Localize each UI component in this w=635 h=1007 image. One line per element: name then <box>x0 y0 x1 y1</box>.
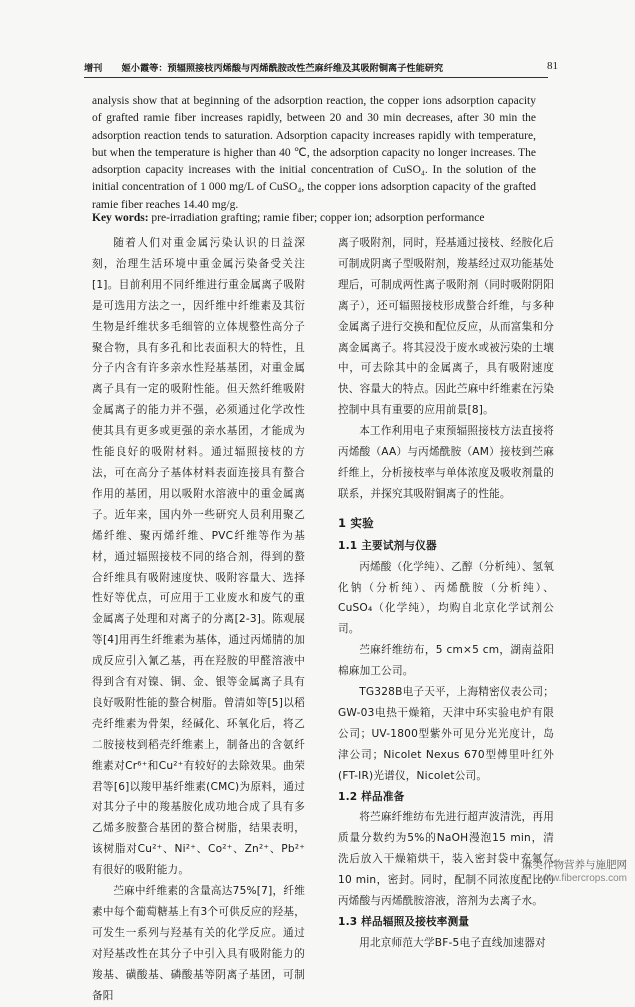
reagents-paragraph: 丙烯酸（化学纯）、乙醇（分析纯）、氢氧化钠（分析纯）、丙烯酰胺（分析纯）、CuSO₄（化学纯），均购自北京化学试剂公司。 <box>338 560 554 636</box>
keywords-label: Key words: <box>92 212 149 224</box>
subsection-1-2-title: 1.2 样品准备 <box>338 790 405 803</box>
running-title: 姬小霞等：预辐照接枝丙烯酸与丙烯酰胺改性苎麻纤维及其吸附铜离子性能研究 <box>121 63 444 74</box>
keywords-line <box>92 212 552 224</box>
issue-label: 增刊 <box>84 63 103 74</box>
subsection-1-1-title: 1.1 主要试剂与仪器 <box>338 539 437 552</box>
intro-paragraph-2: 苎麻中纤维素的含量高达75%[7]，纤维素中每个葡萄糖基上有3个可供反应的羟基，可发生一系列与羟基有关的化学反应。通过对羟基改性在其分子中引入具有吸附能力的羧基、磺酸基、磷酸基等阴离子基团，可制备阳 <box>92 885 305 1002</box>
page-number: 81 <box>547 60 558 72</box>
running-header <box>84 60 558 74</box>
subsection-1-3-title: 1.3 样品辐照及接枝率测量 <box>338 916 470 928</box>
intro-aim-paragraph: 本工作利用电子束预辐照接枝方法直接将丙烯酸（AA）与丙烯酰胺（AM）接枝到苎麻纤维上，分析接枝率与单体浓度及吸收剂量的联系，并探究其吸附铜离子的性能。 <box>338 425 554 500</box>
watermark-site-name: 麻类作物营养与施肥网 <box>522 859 627 871</box>
left-column <box>92 233 305 1007</box>
intro-paragraph-1: 随着人们对重金属污染认识的日益深刻，治理生活环境中重金属污染备受关注[1]。目前利用不同纤维进行重金属离子吸附是可选用方法之一，因纤维中纤维素及其衍生物是纤维状多毛细管的立体规整性高分子聚合物，具有多孔和比表面积大的特性，且分子内含有许多亲水性羟基基团，对重金属离子具有一定的吸附性能。但天然纤维吸附金属离子的能力并不强，必须通过化学改性使其具有更多或更强的亲水基团，才能成为性能良好的吸附材料。通过辐照接枝的方法，可在高分子基体材料表面连接具有螯合作用的基团，用以吸附水溶液中的重金属离子。近年来，国内外一些研究人员利用聚乙烯纤维、聚丙烯纤维、PVC纤维等作为基材，通过辐照接枝不同的络合剂，得到的螯合纤维具有吸附速度快、吸附容量大、选择性好等优点，可应用于工业废水和废气的重金属离子处理和对离子的分离[2-3]。陈观展等[4]用再生纤维素为基体，通过丙烯腈的加成反应引入氰乙基，再在羟胺的甲醛溶液中得到含有对镍、铜、金、银等金属离子具有良好吸附性能的螯合树脂。曾清如等[5]以稻壳纤维素为骨架，经碱化、环氧化后，将乙二胺接枝到稻壳纤维素上，制备出的含氨纤维素对Cr⁶⁺和Cu²⁺有较好的去除效果。曲荣君等[6]以羧甲基纤维素(CMC)为原料，通过对其分子中的羧基胺化成功地合成了具有多乙烯多胺螯合基团的螯合树脂，结果表明，该树脂对Cu²⁺、Ni²⁺、Co²⁺、Zn²⁺、Pb²⁺有很好的吸附能力。 <box>92 237 305 877</box>
english-abstract: analysis show that at beginning of the adsorption reaction, the copper ions adsorption capacity of grafted ramie fiber increases rapidly, between 20 and 30 min decreases, after 30 min the adsorption reaction tends to saturation. Adsorption capacity increases rapidly with temperature, but when the temperature is higher than 40 ℃, the adsorption capacity no longer increases. The adsorption capacity increases with the initial concentration of CuSO₄. In the solution of the initial concentration of 1 000 mg/L of CuSO₄, the copper ions adsorption capacity of the grafted ramie fiber reaches 14.40 mg/g. <box>92 95 536 211</box>
intro-continued: 离子吸附剂，同时，羟基通过接枝、经胺化后可制成阴离子型吸附剂，羧基经过双功能基处理后，可制成两性离子吸附剂（同时吸附阴阳离子），还可辐照接枝形成螯合纤维，与多种金属离子进行交换和配位反应，从而富集和分离金属离子。将其浸没于废水或被污染的土壤中，可去除其中的金属离子，具有吸附速度快、容量大的特点。因此苎麻中纤维素在污染控制中具有重要的应用前景[8]。 <box>338 237 554 417</box>
section-title-experiment: 1 实验 <box>338 515 374 530</box>
watermark-url: www.fibercrops.com <box>537 873 627 884</box>
header-rule <box>84 77 548 78</box>
site-watermark <box>522 858 627 886</box>
sample-prep-paragraph: 将苎麻纤维纺布先进行超声波清洗，再用质量分数约为5%的NaOH漫泡15 min，清洗后放入干燥箱烘干，装入密封袋中充氮气10 min，密封。同时，配制不同浓度配比的丙烯酸与丙烯酰胺溶液，溶剂为去离子水。 <box>338 811 554 908</box>
irradiation-paragraph: 用北京师范大学BF-5电子直线加速器对 <box>359 936 546 949</box>
right-column <box>338 233 554 954</box>
keywords-text: pre-irradiation grafting; ramie fiber; copper ion; adsorption performance <box>151 212 485 224</box>
instruments-paragraph: TG328B电子天平，上海精密仪表公司；GW-03电热干燥箱，天津中环实验电炉有限公司；UV-1800型紫外可见分光光度计，岛津公司；Nicolet Nexus 670型傅里叶红外(FT-IR)光谱仪，Nicolet公司。 <box>338 686 554 782</box>
fabric-paragraph: 苎麻纤维纺布，5 cm×5 cm，湖南益阳棉麻加工公司。 <box>338 644 554 678</box>
